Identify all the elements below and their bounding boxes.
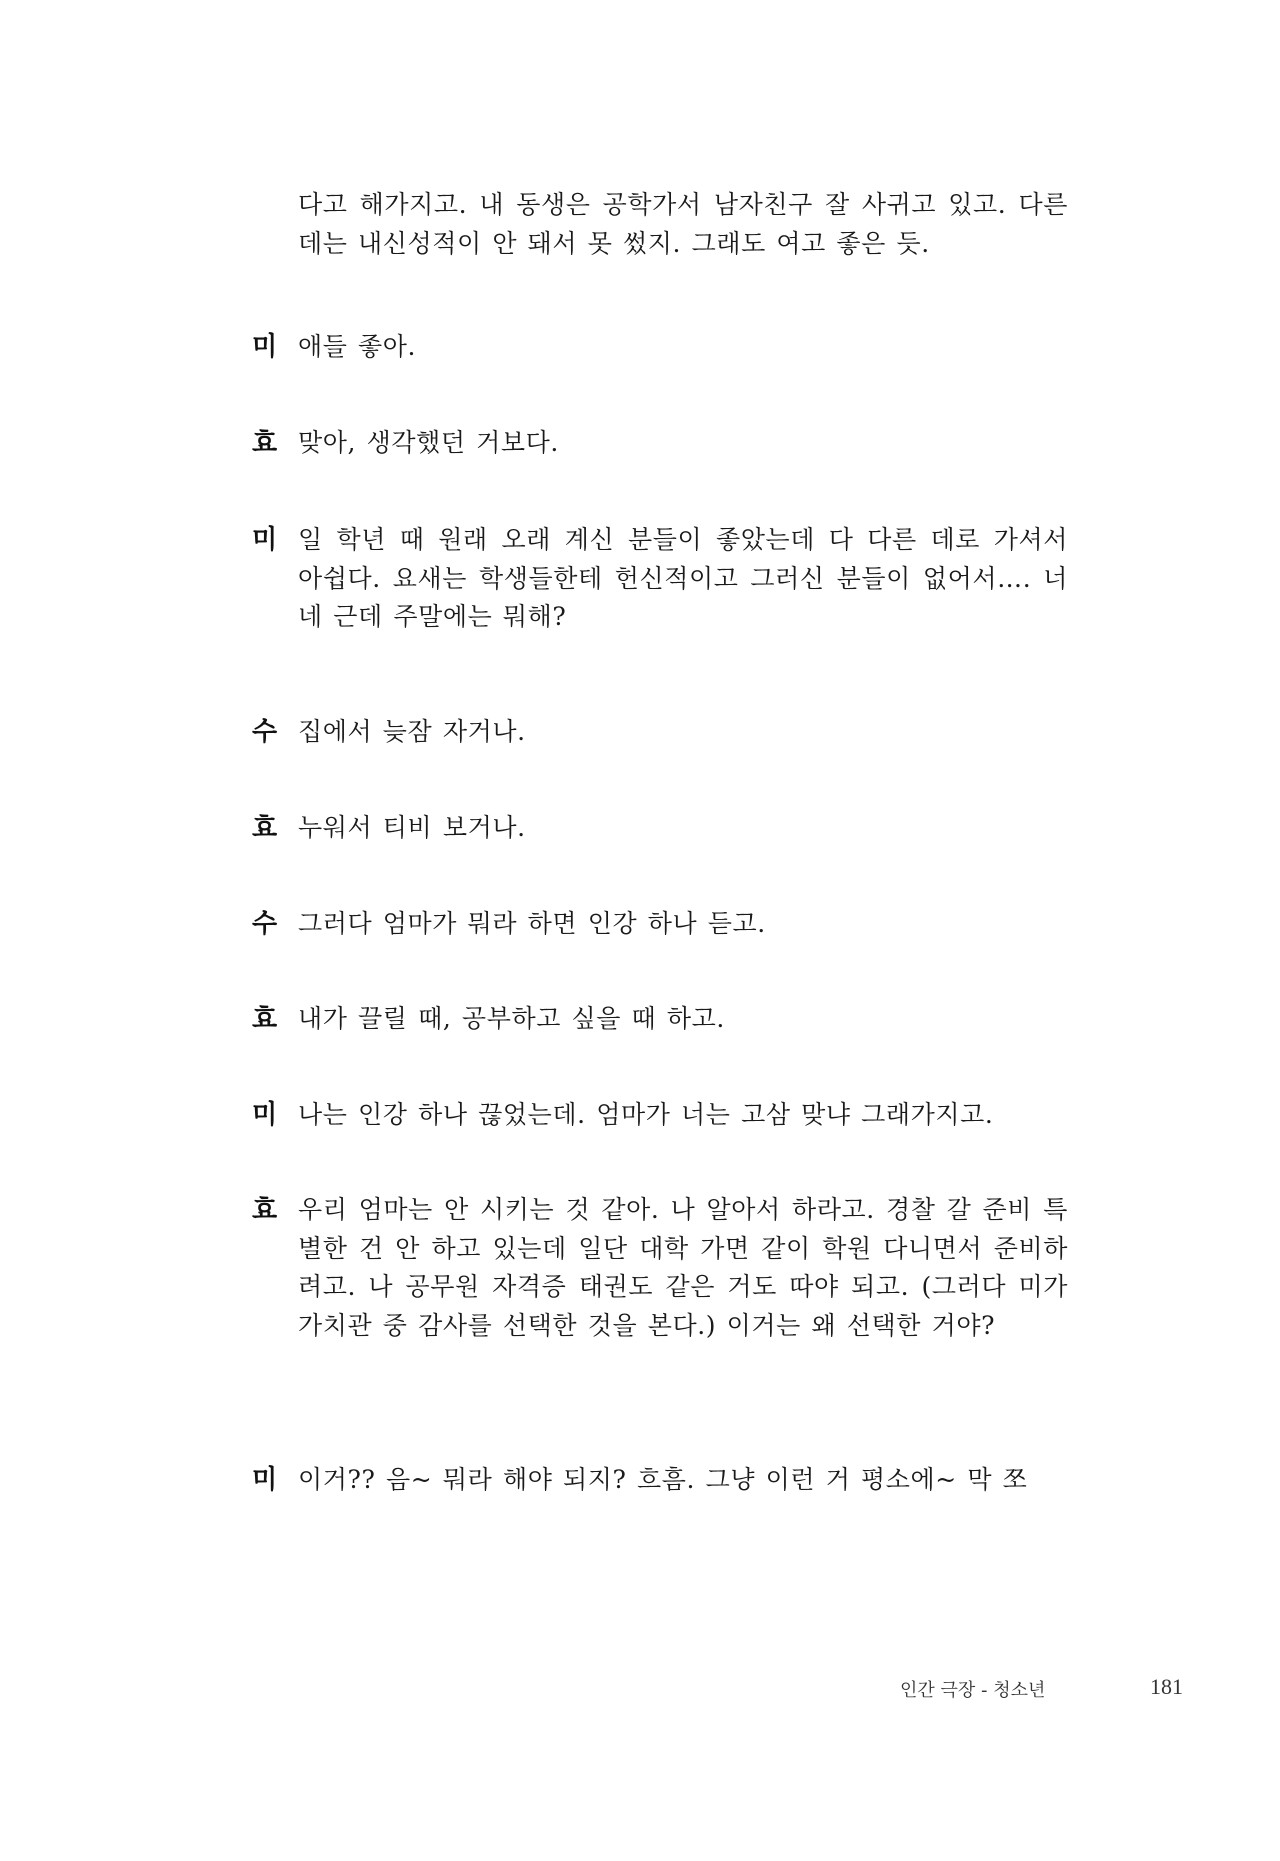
- speech-text: 애들 좋아.: [298, 332, 417, 361]
- dialogue-line: [252, 713, 1068, 752]
- speaker-label: 효: [252, 1195, 278, 1225]
- speech-text: 맞아, 생각했던 거보다.: [298, 428, 559, 457]
- dialogue-continuation: [252, 186, 1068, 263]
- speech-text: 나는 인강 하나 끊었는데. 엄마가 너는 고삼 맞냐 그래가지고.: [298, 1100, 994, 1129]
- running-footer-title: 인간 극장 - 청소년: [900, 1680, 1046, 1701]
- dialogue-line: [252, 809, 1068, 848]
- dialogue-line: [252, 905, 1068, 944]
- speaker-label: 효: [252, 1004, 278, 1034]
- dialogue-line: [252, 1096, 1068, 1135]
- speech-text: 누워서 티비 보거나.: [298, 813, 526, 842]
- speaker-label: 수: [252, 909, 278, 939]
- speaker-label: 미: [252, 1100, 278, 1130]
- speaker-label: 효: [252, 428, 278, 458]
- speech-text: 집에서 늦잠 자거나.: [298, 717, 526, 746]
- speaker-label: 효: [252, 813, 278, 843]
- speaker-label: 미: [252, 525, 278, 555]
- page-number: 181: [1150, 1674, 1183, 1699]
- speaker-label: 미: [252, 1465, 278, 1495]
- dialogue-line: [252, 424, 1068, 463]
- speaker-label: 수: [252, 717, 278, 747]
- dialogue-line: [252, 521, 1068, 637]
- speech-text: 내가 끌릴 때, 공부하고 싶을 때 하고.: [298, 1004, 725, 1033]
- dialogue-line: [252, 1191, 1068, 1345]
- speech-text: 다고 해가지고. 내 동생은 공학가서 남자친구 잘 사귀고 있고. 다른 데는 내신성적이 안 돼서 못 썼지. 그래도 여고 좋은 듯.: [298, 190, 1068, 258]
- speech-text: 그러다 엄마가 뭐라 하면 인강 하나 듣고.: [298, 909, 766, 938]
- dialogue-line: [252, 328, 1068, 367]
- speech-text: 일 학년 때 원래 오래 계신 분들이 좋았는데 다 다른 데로 가셔서 아쉽다. 요새는 학생들한테 헌신적이고 그러신 분들이 없어서…. 너네 근데 주말에는 뭐해?: [298, 525, 1068, 631]
- speaker-label: 미: [252, 332, 278, 362]
- speech-text: 우리 엄마는 안 시키는 것 같아. 나 알아서 하라고. 경찰 갈 준비 특별한 건 안 하고 있는데 일단 대학 가면 같이 학원 다니면서 준비하려고. 나 공무원 자격증 태권도 같은 거도 따야 되고. (그러다 미가 가치관 중 감사를 선택한 것을 본다.) 이거는 왜 선택한 거야?: [298, 1195, 1068, 1340]
- speech-text: 이거?? 음~ 뭐라 해야 되지? 흐흠. 그냥 이런 거 평소에~ 막 쪼: [298, 1465, 1028, 1494]
- dialogue-line: [252, 1000, 1068, 1039]
- dialogue-line: [252, 1461, 1068, 1500]
